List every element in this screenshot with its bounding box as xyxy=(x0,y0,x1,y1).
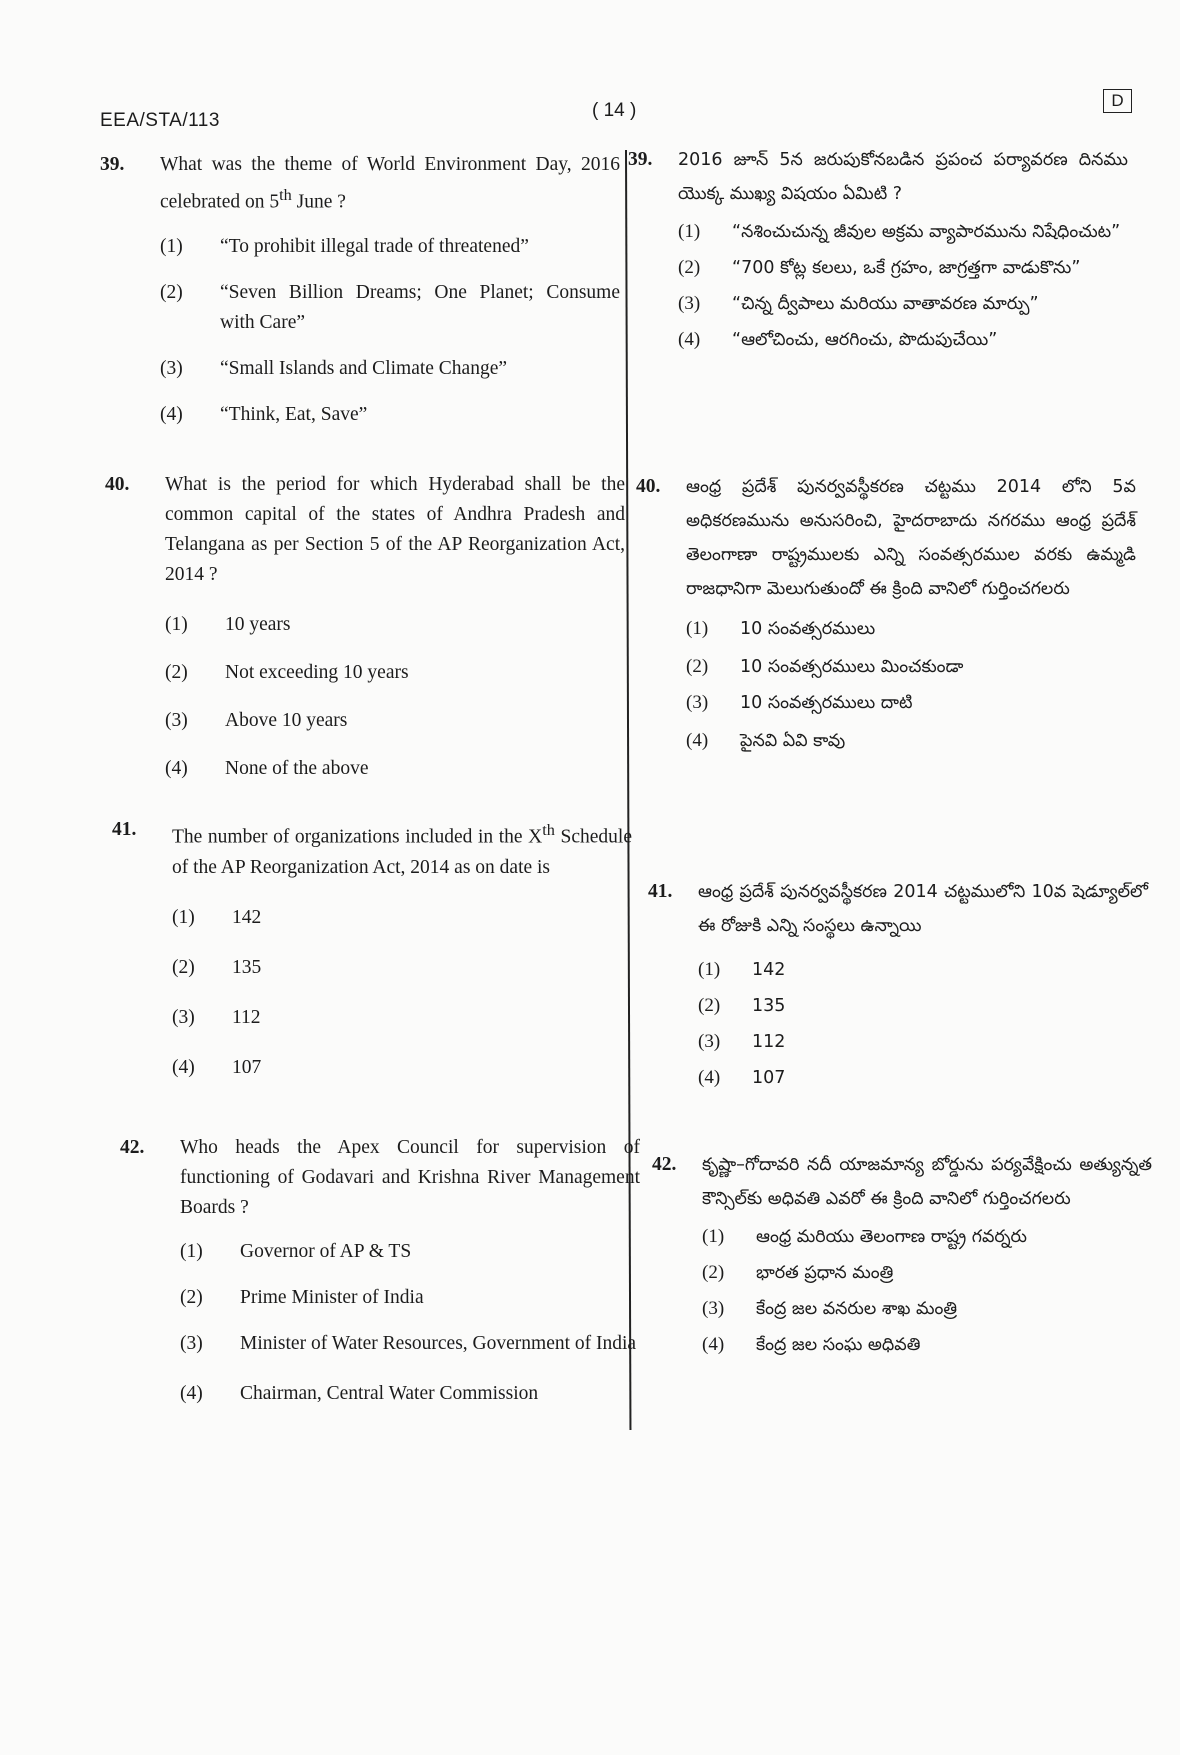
option-1 xyxy=(686,612,1136,646)
option-number: (3) xyxy=(180,1333,203,1354)
option-text: కేంద్ర జల వనరుల శాఖ మంత్రి xyxy=(756,1299,958,1319)
option-text: Prime Minister of India xyxy=(240,1287,424,1308)
option-number: (3) xyxy=(702,1298,725,1319)
question-number: 39. xyxy=(628,149,653,170)
option-text: Governor of AP & TS xyxy=(240,1241,412,1262)
page-number: ( 14 ) xyxy=(592,100,637,121)
option-4 xyxy=(180,1379,640,1409)
question-number: 39. xyxy=(100,154,125,175)
option-number: (3) xyxy=(678,293,701,314)
option-2 xyxy=(165,658,625,688)
option-3 xyxy=(172,1003,632,1033)
option-text: “Think, Eat, Save” xyxy=(220,403,368,425)
option-4 xyxy=(702,1328,1152,1362)
option-text: 10 సంవత్సరములు మించకుండా xyxy=(740,657,964,677)
option-3 xyxy=(180,1329,640,1359)
option-number: (3) xyxy=(172,1006,195,1028)
option-number: (4) xyxy=(686,730,709,751)
option-text: 10 సంవత్సరములు దాటి xyxy=(740,693,913,713)
option-number: (4) xyxy=(180,1383,203,1404)
option-1 xyxy=(702,1220,1152,1254)
option-2 xyxy=(698,989,1148,1023)
option-number: (1) xyxy=(180,1241,203,1262)
option-3 xyxy=(165,706,625,736)
option-3 xyxy=(160,354,620,384)
option-number: (1) xyxy=(702,1226,725,1247)
option-number: (3) xyxy=(165,710,188,731)
option-text: పైనవి ఏవి కావు xyxy=(740,731,846,751)
option-2 xyxy=(180,1283,640,1313)
question-text: 2016 జూన్ 5న జరుపుకోనబడిన ప్రపంచ పర్యావరణ దినము యొక్క ముఖ్య విషయం ఏమిటి ? xyxy=(678,150,1128,204)
option-number: (3) xyxy=(160,357,183,379)
option-number: (2) xyxy=(678,257,701,278)
question-text: Who heads the Apex Council for supervision of functioning of Godavari and Krishna River Management Boards ? xyxy=(180,1137,640,1218)
question-text: The number of organizations included in the Xth Schedule of the AP Reorganization Act, 2014 as on date is xyxy=(172,821,633,878)
option-1 xyxy=(165,610,625,640)
option-3 xyxy=(698,1025,1148,1059)
option-4 xyxy=(698,1061,1148,1095)
option-4 xyxy=(172,1053,632,1083)
option-number: (2) xyxy=(165,662,188,683)
option-text: 10 years xyxy=(225,614,291,635)
option-number: (2) xyxy=(172,956,195,978)
option-number: (1) xyxy=(172,906,195,928)
option-text: Not exceeding 10 years xyxy=(225,662,409,683)
option-1 xyxy=(180,1237,640,1267)
question-number: 40. xyxy=(105,474,130,495)
option-text: Chairman, Central Water Commission xyxy=(240,1383,539,1404)
option-number: (1) xyxy=(678,221,701,242)
option-2 xyxy=(702,1256,1152,1290)
option-number: (2) xyxy=(160,281,183,303)
option-text: 142 xyxy=(232,906,262,928)
option-number: (4) xyxy=(172,1056,195,1078)
option-text: Minister of Water Resources, Government of India xyxy=(240,1333,637,1354)
option-text: భారత ప్రధాన మంత్రి xyxy=(756,1263,894,1283)
option-text: 135 xyxy=(232,956,262,978)
option-number: (1) xyxy=(160,235,183,257)
option-number: (4) xyxy=(678,329,701,350)
option-text: 10 సంవత్సరములు xyxy=(740,619,876,639)
option-number: (1) xyxy=(698,959,721,980)
option-text: “చిన్న ద్వీపాలు మరియు వాతావరణ మార్పు” xyxy=(732,294,1039,314)
option-2 xyxy=(172,953,632,983)
option-text: “నశించుచున్న జీవుల అక్రమ వ్యాపారమును నిషేధించుట” xyxy=(732,222,1121,242)
option-text: ఆంధ్ర మరియు తెలంగాణ రాష్ట్ర గవర్నరు xyxy=(756,1227,1027,1247)
option-number: (3) xyxy=(686,692,709,713)
option-text: 107 xyxy=(752,1068,786,1088)
option-4 xyxy=(160,400,620,430)
option-3 xyxy=(686,686,1136,720)
question-39-en xyxy=(100,150,620,430)
option-text: 107 xyxy=(232,1056,262,1078)
question-40-en xyxy=(105,470,625,784)
option-number: (1) xyxy=(165,614,188,635)
option-2 xyxy=(686,650,1136,684)
question-text: ఆంధ్ర ప్రదేశ్ పునర్వవస్థీకరణ 2014 చట్టములోని 10వ షెడ్యూల్‌లో ఈ రోజుకి ఎన్ని సంస్థలు ఉన్నాయి xyxy=(698,882,1148,936)
booklet-set-box: D xyxy=(1103,89,1132,113)
option-2 xyxy=(678,251,1128,285)
option-number: (2) xyxy=(702,1262,725,1283)
option-number: (2) xyxy=(698,995,721,1016)
question-41-en xyxy=(112,815,632,1083)
option-text: None of the above xyxy=(225,758,369,779)
paper-code: EEA/STA/113 xyxy=(100,110,220,131)
option-text: 135 xyxy=(752,996,786,1016)
option-3 xyxy=(702,1292,1152,1326)
question-42-te xyxy=(652,1148,1152,1362)
question-number: 41. xyxy=(112,819,137,840)
option-4 xyxy=(678,323,1128,357)
option-number: (4) xyxy=(160,403,183,425)
option-number: (2) xyxy=(686,656,709,677)
option-1 xyxy=(160,232,620,262)
option-text: 142 xyxy=(752,960,786,980)
question-39-te xyxy=(628,143,1128,357)
option-3 xyxy=(678,287,1128,321)
question-42-en xyxy=(120,1133,640,1409)
option-text: “Small Islands and Climate Change” xyxy=(220,357,508,379)
question-text: What was the theme of World Environment Day, 2016 celebrated on 5th June ? xyxy=(160,154,620,213)
option-4 xyxy=(686,724,1136,758)
option-1 xyxy=(678,215,1128,249)
option-number: (3) xyxy=(698,1031,721,1052)
option-2 xyxy=(160,278,620,338)
option-number: (4) xyxy=(698,1067,721,1088)
question-text: What is the period for which Hyderabad shall be the common capital of the states of Andhra Pradesh and Telangana as per Section 5 of the AP Reorganization Act, 2014 ? xyxy=(165,474,625,585)
option-number: (4) xyxy=(165,758,188,779)
question-number: 41. xyxy=(648,881,673,902)
option-text: “Seven Billion Dreams; One Planet; Consume with Care” xyxy=(220,281,620,333)
option-1 xyxy=(698,953,1148,987)
question-number: 42. xyxy=(652,1154,677,1175)
option-text: “ఆలోచించు, ఆరగించు, పొదుపుచేయి” xyxy=(732,330,998,350)
question-40-te xyxy=(636,470,1136,758)
option-4 xyxy=(165,754,625,784)
option-number: (4) xyxy=(702,1334,725,1355)
option-1 xyxy=(172,903,632,933)
question-number: 42. xyxy=(120,1137,145,1158)
option-text: Above 10 years xyxy=(225,710,348,731)
option-text: “700 కోట్ల కలలు, ఒకే గ్రహం, జాగ్రత్తగా వాడుకొను” xyxy=(732,258,1081,278)
option-number: (2) xyxy=(180,1287,203,1308)
question-text: కృష్ణా–గోదావరి నదీ యాజమాన్య బోర్డును పర్యవేక్షించు అత్యున్నత కౌన్సిల్‌కు అధివతి ఎవరో ఈ క్రింది వానిలో గుర్తించగలరు xyxy=(702,1155,1152,1209)
question-41-te xyxy=(648,875,1148,1095)
option-text: 112 xyxy=(232,1006,261,1028)
option-number: (1) xyxy=(686,618,709,639)
question-number: 40. xyxy=(636,476,661,497)
option-text: కేంద్ర జల సంఘ అధివతి xyxy=(756,1335,921,1355)
option-text: “To prohibit illegal trade of threatened” xyxy=(220,235,529,257)
question-text: ఆంధ్ర ప్రదేశ్ పునర్వవస్థీకరణ చట్టము 2014 లోని 5వ అధికరణమును అనుసరించి, హైదరాబాదు నగరము ఆంధ్ర ప్రదేశ్ తెలంగాణా రాష్ట్రములకు ఎన్ని సంవత్సరముల వరకు ఉమ్మడి రాజధానిగా మెలుగుతుందో ఈ క్రింది వానిలో గుర్తించగలరు xyxy=(686,477,1136,599)
option-text: 112 xyxy=(752,1032,786,1052)
